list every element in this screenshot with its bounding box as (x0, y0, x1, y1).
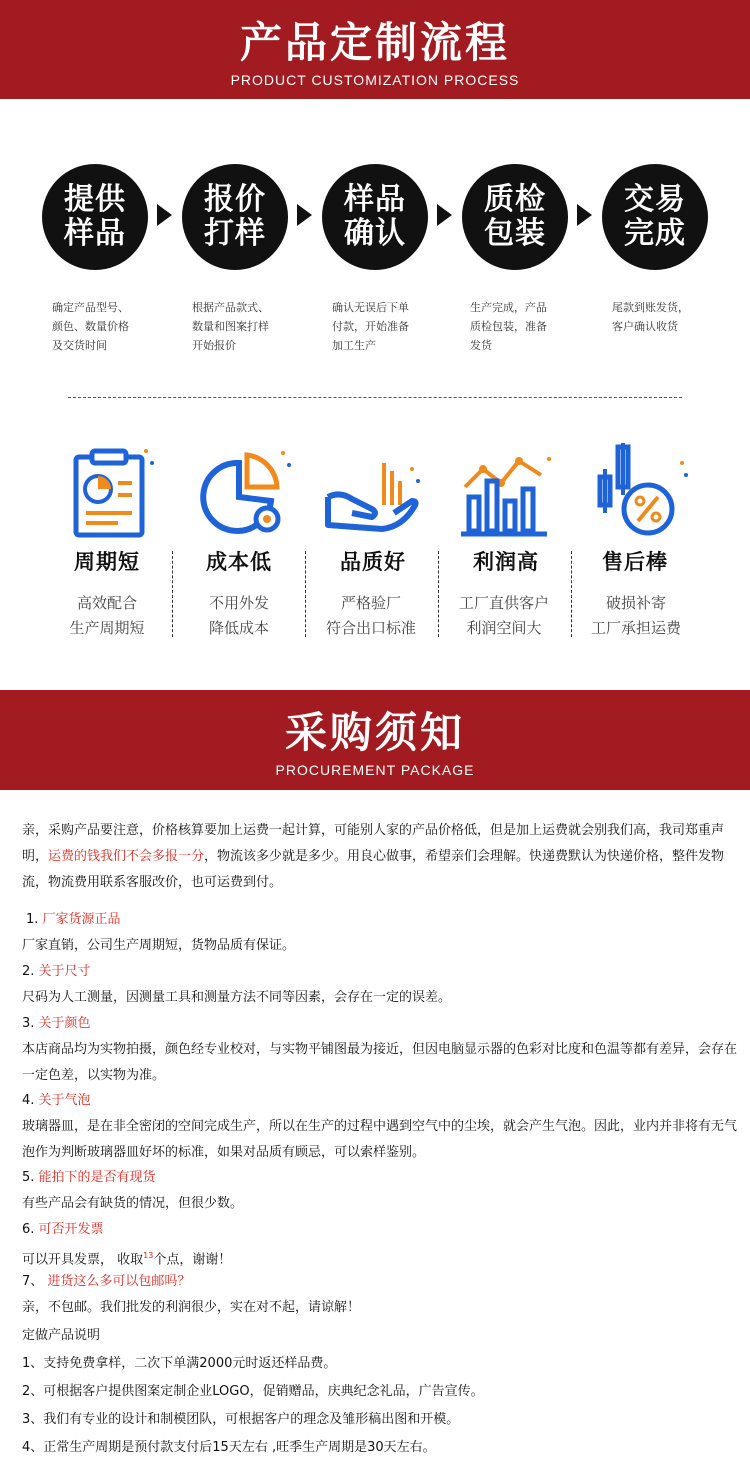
step-desc-5: 尾款到账发货， 客户确认收货 (612, 301, 689, 333)
hand-quality-icon (322, 443, 422, 541)
clipboard-chart-icon (58, 443, 158, 541)
procurement-subtitle: PROCUREMENT PACKAGE (275, 762, 475, 778)
arrow-right-icon (297, 204, 312, 226)
custom-line-1: 1、支持免费拿样，二次下单满2000元时返还样品费。 (22, 1356, 337, 1371)
step-circle-1: 提供 样品 (42, 164, 148, 270)
feature-title-1: 周期短 (74, 550, 140, 574)
arrow-right-icon (437, 204, 452, 226)
item-body-4: 玻璃器皿，是在非全密闭的空间完成生产，所以在生产的过程中遇到空气中的尘埃，就会产生气泡。因此，业内并非将有无气泡作为判断玻璃器皿好坏的标准，如果对品质有顾忌，可以索样鉴别。 (22, 1119, 738, 1160)
dashed-divider (68, 397, 682, 398)
procurement-title: 采购须知 (284, 708, 465, 757)
item-body-2: 尺码为人工测量，因测量工具和测量方法不同等因素，会存在一定的误差。 (22, 990, 452, 1005)
feature-sub-5: 破损补寄 工厂承担运费 (590, 594, 681, 637)
feature-title-2: 成本低 (206, 550, 272, 574)
custom-line-4: 4、正常生产周期是预付款支付后15天左右 ,旺季生产周期是30天左右。 (22, 1440, 436, 1455)
step-circle-3: 样品 确认 (322, 164, 428, 270)
process-banner (0, 0, 750, 99)
custom-line-3: 3、我们有专业的设计和制模团队，可根据客户的理念及雏形稿出图和开模。 (22, 1412, 460, 1427)
step-circle-2: 报价 打样 (182, 164, 288, 270)
feature-title-3: 品质好 (340, 550, 406, 574)
feature-sub-3: 严格验厂 符合出口标准 (325, 594, 416, 637)
item-title-1: 1. 厂家货源正品 (26, 912, 121, 927)
item-body-7: 亲，不包邮。我们批发的利润很少，实在对不起，请谅解！ (22, 1300, 361, 1315)
item-body-3: 本店商品均为实物拍摄，颜色经专业校对，与实物平铺图最为接近，但因电脑显示器的色彩对比度和色温等都有差异，会存在一定色差，以实物为准。 (22, 1042, 738, 1083)
feature-title-4: 利润高 (473, 550, 539, 574)
custom-line-2: 2、可根据客户提供图案定制企业LOGO，促销赠品，庆典纪念礼品，广告宣传。 (22, 1384, 484, 1399)
step-desc-2: 根据产品款式、 数量和图案打样 开始报价 (192, 301, 269, 352)
item-title-2: 2. 关于尺寸 (22, 964, 91, 979)
procurement-banner (0, 690, 750, 790)
feature-sub-2: 不用外发 降低成本 (208, 594, 269, 637)
candlestick-percent-icon (590, 443, 690, 541)
arrow-right-icon (577, 204, 592, 226)
item-body-1: 厂家直销，公司生产周期短，货物品质有保证。 (22, 938, 296, 953)
feature-sub-4: 工厂直供客户 利润空间大 (458, 594, 549, 637)
intro-highlight: 运费的钱我们不会多报一分 (48, 849, 205, 864)
step-desc-1: 确定产品型号、 颜色、数量价格 及交货时间 (52, 301, 129, 352)
item-body-5: 有些产品会有缺货的情况，但很少数。 (22, 1196, 244, 1211)
step-desc-4: 生产完成，产品 质检包装，准备 发货 (470, 301, 547, 352)
feature-separator (172, 551, 173, 637)
feature-sub-1: 高效配合 生产周期短 (69, 594, 145, 637)
item-title-5: 5. 能拍下的是否有现货 (22, 1170, 156, 1185)
item-body-6: 可以开具发票， 收取$^{13}$个点，谢谢！ (22, 1251, 232, 1268)
process-subtitle: PRODUCT CUSTOMIZATION PROCESS (230, 72, 520, 88)
step-circle-4: 质检 包装 (462, 164, 568, 270)
item-title-3: 3. 关于颜色 (22, 1016, 91, 1031)
step-desc-3: 确认无误后下单 付款，开始准备 加工生产 (332, 301, 409, 352)
bar-growth-icon (457, 443, 557, 541)
intro-paragraph: 亲，采购产品要注意，价格核算要加上运费一起计算，可能别人家的产品价格低，但是加上运费就会别我们高，我司郑重声明，运费的钱我们不会多报一分，物流该多少就是多少。用良心做事，希望亲们会理解。快递费默认为快递价格，整件发物流，物流费用联系客服改价，也可运费到付。 (22, 823, 725, 890)
process-title: 产品定制流程 (239, 18, 510, 67)
item-title-7: 7、 进货这么多可以包邮吗？ (22, 1274, 191, 1289)
arrow-right-icon (157, 204, 172, 226)
step-circle-5: 交易 完成 (602, 164, 708, 270)
item-title-6: 6. 可否开发票 (22, 1222, 104, 1237)
feature-title-5: 售后棒 (602, 550, 668, 574)
item-title-4: 4. 关于气泡 (22, 1093, 91, 1108)
pie-gear-icon (195, 443, 295, 541)
custom-title: 定做产品说明 (22, 1328, 101, 1343)
